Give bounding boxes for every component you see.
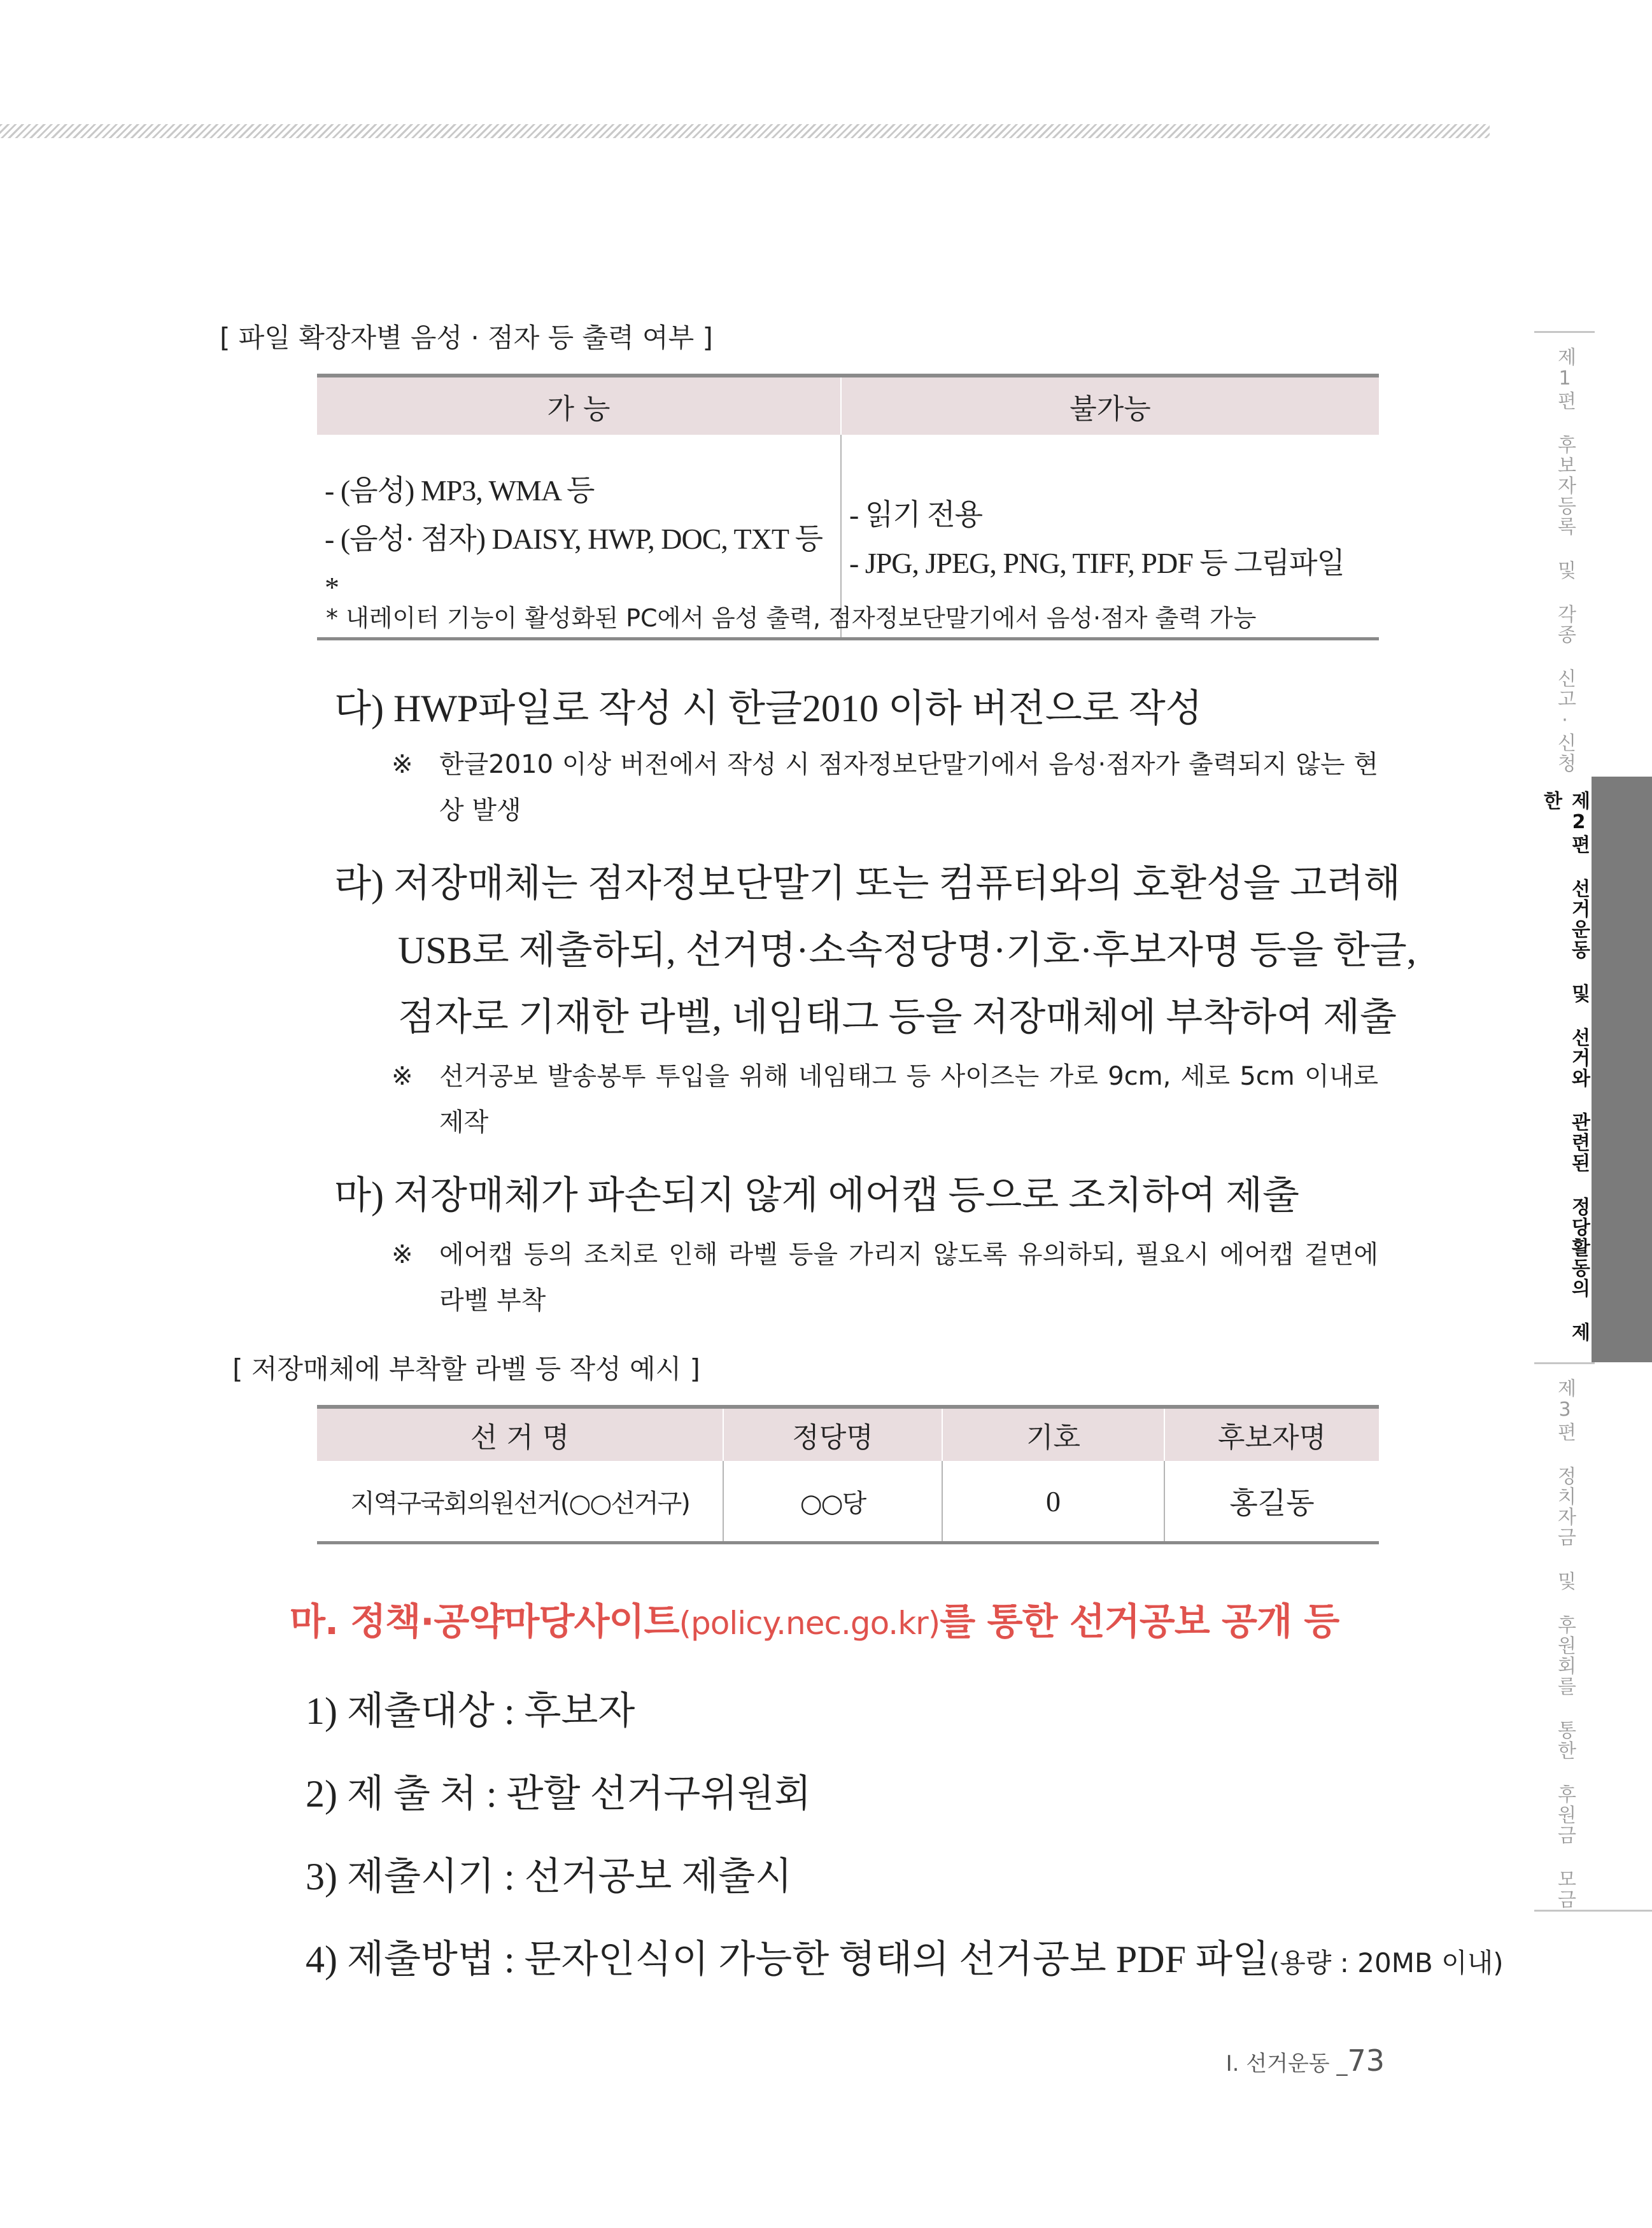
- cell-election: 지역구국회의원선거(○○선거구): [317, 1461, 723, 1543]
- header-election: 선 거 명: [317, 1407, 723, 1461]
- cell-party: ○○당: [723, 1461, 942, 1543]
- list-item-note: (용량 : 20MB 이내): [1269, 1947, 1504, 1978]
- list-item: 1) 제출대상 : 후보자: [306, 1690, 635, 1732]
- table-row: [317, 1461, 1379, 1543]
- section-heading: [290, 1591, 1339, 1645]
- table2-caption: [ 저장매체에 부착할 라벨 등 작성 예시 ]: [232, 1353, 700, 1385]
- item-da: 다) HWP파일로 작성 시 한글2010 이하 버전으로 작성: [334, 687, 1203, 730]
- section-title-url: (policy.nec.go.kr): [679, 1605, 940, 1642]
- header-party: 정당명: [723, 1407, 942, 1461]
- section-title-a: 마. 정책·공약마당사이트: [290, 1600, 679, 1643]
- item-ra-line2: USB로 제출하되, 선거명·소속정당명·기호·후보자명 등을 한글,: [398, 929, 1416, 971]
- chapter-label: Ⅰ. 선거운동 _: [1225, 2051, 1348, 2076]
- item-ra-line3: 점자로 기재한 라벨, 네임태그 등을 저장매체에 부착하여 제출: [398, 996, 1397, 1038]
- note-da-text: 한글2010 이상 버전에서 작성 시 점자정보단말기에서 음성·점자가 출력되지 않는 현상 발생: [439, 750, 1378, 825]
- list-item-main: 4) 제출방법 : 문자인식이 가능한 형태의 선거공보 PDF 파일: [306, 1938, 1269, 1980]
- possible-item: - (음성) MP3, WMA 등: [325, 474, 595, 507]
- sidebar-part-3[interactable]: [1534, 1362, 1595, 1912]
- note-ma-text: 에어캡 등의 조치로 인해 라벨 등을 가리지 않도록 유의하되, 필요시 에어캡 겉면에 라벨 부착: [439, 1240, 1378, 1315]
- note-ra: [392, 1054, 1378, 1145]
- header-impossible: 불가능: [841, 376, 1379, 435]
- cell-candidate: 홍길동: [1164, 1461, 1379, 1543]
- page-number: 73: [1347, 2043, 1385, 2078]
- table1-caption: [ 파일 확장자별 음성 · 점자 등 출력 여부 ]: [220, 322, 713, 353]
- label-example-table: [317, 1405, 1379, 1544]
- cell-number: 0: [942, 1461, 1164, 1543]
- reference-mark: ※: [392, 750, 413, 779]
- sidebar-part-1-label: 제1편 후보자등록 및 각종 신고·신청: [1553, 347, 1576, 773]
- sidebar-part-2[interactable]: [1534, 777, 1595, 1362]
- item-ma: 마) 저장매체가 파손되지 않게 에어캡 등으로 조치하여 제출: [334, 1174, 1300, 1216]
- list-item: 3) 제출시기 : 선거공보 제출시: [306, 1856, 793, 1898]
- sidebar-active-bar: [1592, 777, 1652, 1362]
- table1-footnote: * 내레이터 기능이 활성화된 PC에서 음성 출력, 점자정보단말기에서 음성·점자 출력 가능: [326, 604, 1257, 632]
- impossible-item: - 읽기 전용: [849, 498, 983, 531]
- header-stripe: [0, 124, 1490, 138]
- sidebar-part-2-label: 제2편 선거운동 및 선거와 관련된 정당활동의 제한: [1539, 791, 1590, 1343]
- section-title-c: 를 통한 선거공보 공개 등: [940, 1600, 1339, 1643]
- note-ma: [392, 1232, 1378, 1323]
- reference-mark: ※: [392, 1062, 413, 1091]
- item-ra-line1: 라) 저장매체는 점자정보단말기 또는 컴퓨터와의 호환성을 고려해: [334, 863, 1401, 905]
- impossible-item: - JPG, JPEG, PNG, TIFF, PDF 등 그림파일: [849, 547, 1345, 579]
- sidebar-part-1[interactable]: [1534, 331, 1595, 779]
- note-ra-text: 선거공보 발송봉투 투입을 위해 네임태그 등 사이즈는 가로 9cm, 세로 5cm 이내로 제작: [439, 1062, 1378, 1137]
- header-candidate: 후보자명: [1164, 1407, 1379, 1461]
- header-number: 기호: [942, 1407, 1164, 1461]
- header-possible: 가 능: [317, 376, 841, 435]
- reference-mark: ※: [392, 1240, 413, 1269]
- sidebar-bottom-rule: [1534, 1910, 1652, 1912]
- page-footer: [1226, 2043, 1385, 2078]
- list-item: [306, 1929, 1504, 1984]
- list-item: 2) 제 출 처 : 관할 선거구위원회: [306, 1773, 812, 1815]
- note-da: [392, 742, 1378, 833]
- possible-item: - (음성· 점자) DAISY, HWP, DOC, TXT 등*: [325, 523, 823, 603]
- sidebar-part-3-label: 제3편 정치자금 및 후원회를 통한 후원금 모금: [1553, 1378, 1576, 1910]
